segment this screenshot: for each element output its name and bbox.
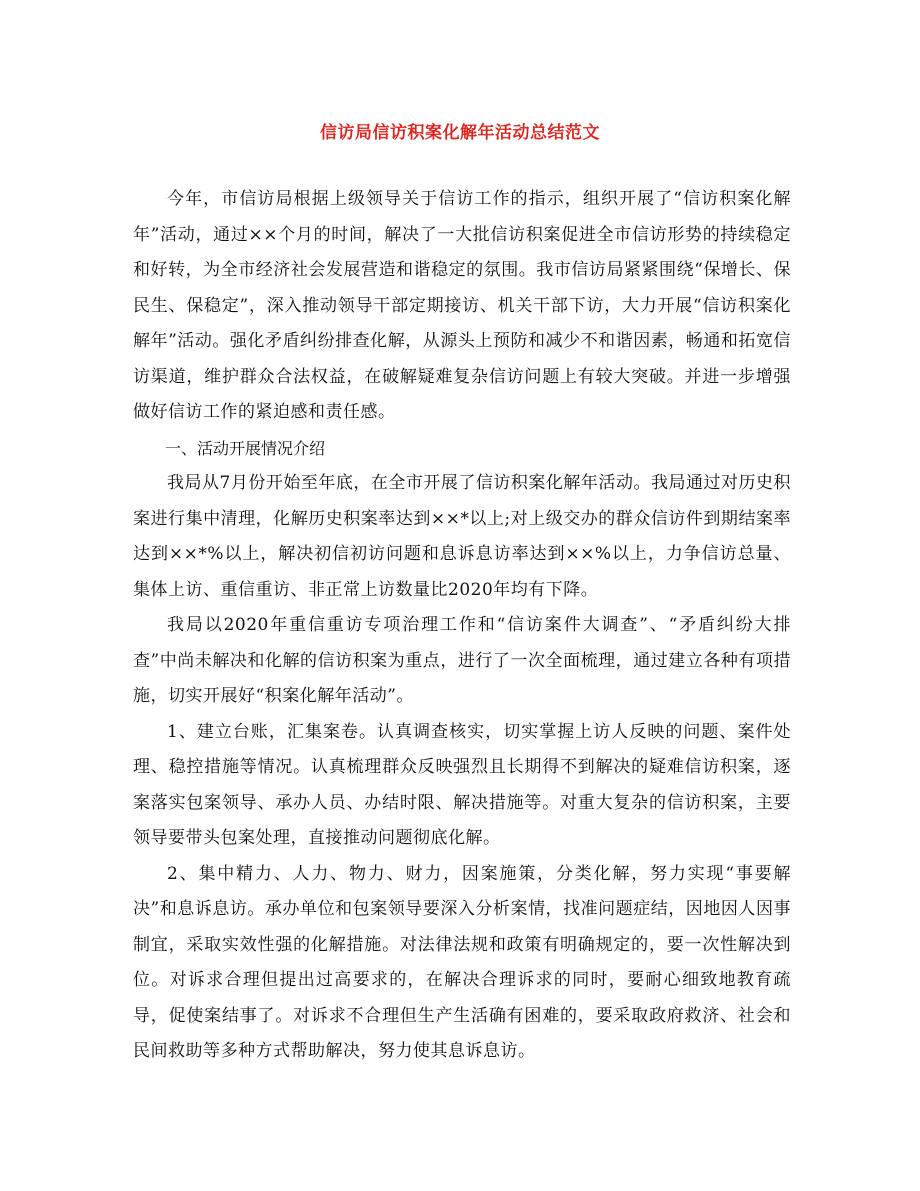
body-paragraph: 我局从7月份开始至年底，在全市开展了信访积案化解年活动。我局通过对历史积案进行集中清理，化解历史积案率达到××*以上;对上级交办的群众信访件到期结案率达到××*%以上，解决初信初访问题和息诉息访率达到××%以上，力争信访总量、集体上访、重信重访、非正常上访数量比2020年均有下降。 <box>133 473 791 600</box>
list-item-paragraph: 1、建立台账，汇集案卷。认真调查核实，切实掌握上访人反映的问题、案件处理、稳控措施等情况。认真梳理群众反映强烈且长期得不到解决的疑难信访积案，逐案落实包案领导、承办人员、办结时限、解决措施等。对重大复杂的信访积案，主要领导要带头包案处理，直接推动问题彻底化解。 <box>133 721 791 848</box>
intro-paragraph: 今年，市信访局根据上级领导关于信访工作的指示，组织开展了“信访积案化解年”活动，通过××个月的时间，解决了一大批信访积案促进全市信访形势的持续稳定和好转，为全市经济社会发展营造和谐稳定的氛围。我市信访局紧紧围绕“保增长、保民生、保稳定”，深入推动领导干部定期接访、机关干部下访，大力开展“信访积案化解年”活动。强化矛盾纠纷排查化解，从源头上预防和减少不和谐因素，畅通和拓宽信访渠道，维护群众合法权益，在破解疑难复杂信访问题上有较大突破。并进一步增强做好信访工作的紧迫感和责任感。 <box>133 189 791 422</box>
document-title: 信访局信访积案化解年活动总结范文 <box>320 123 600 143</box>
body-paragraph: 我局以2020年重信重访专项治理工作和“信访案件大调查”、“矛盾纠纷大排查”中尚未解决和化解的信访积案为重点，进行了一次全面梳理，通过建立各种有项措施，切实开展好“积案化解年活动”。 <box>133 615 791 706</box>
document-body <box>133 182 791 1070</box>
list-item-paragraph: 2、集中精力、人力、物力、财力，因案施策，分类化解，努力实现“事要解决”和息诉息访。承办单位和包案领导要深入分析案情，找准问题症结，因地因人因事制宜，采取实效性强的化解措施。对法律法规和政策有明确规定的，要一次性解决到位。对诉求合理但提出过高要求的，在解决合理诉求的同时，要耐心细致地教育疏导，促使案结事了。对诉求不合理但生产生活确有困难的，要采取政府救济、社会和民间救助等多种方式帮助解决，努力使其息诉息访。 <box>133 863 791 1061</box>
section-heading: 一、活动开展情况介绍 <box>165 438 326 458</box>
